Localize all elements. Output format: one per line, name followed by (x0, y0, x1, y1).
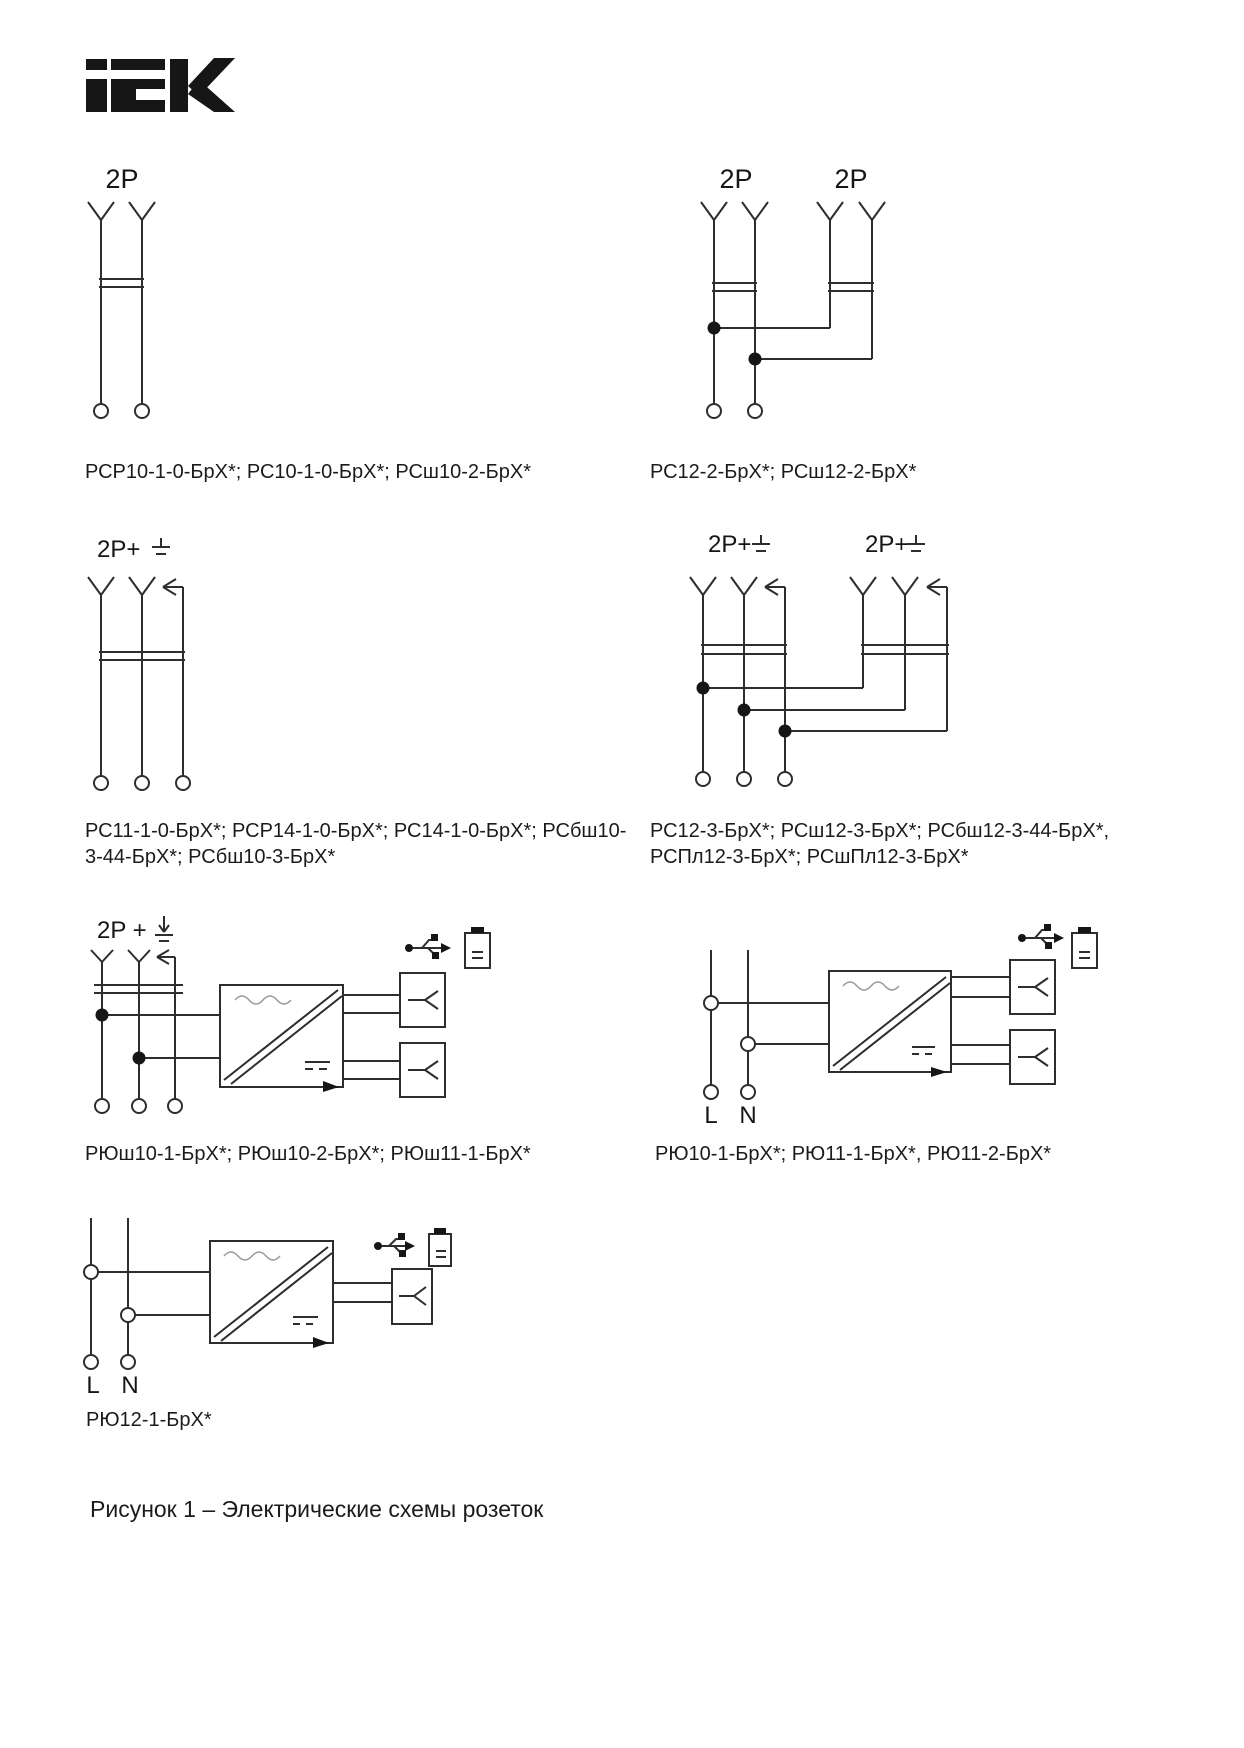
converter-diagonal (833, 977, 950, 1070)
pole-count-label: 2P + (97, 917, 147, 944)
terminal-circle (121, 1355, 135, 1369)
contact-block (712, 283, 757, 291)
earth-contact-arrow (157, 950, 175, 1099)
battery-icon (429, 1228, 451, 1266)
caption-d5: РЮш10-1-БрХ*; РЮш10-2-БрХ*; РЮш11-1-БрХ* (85, 1143, 531, 1165)
diagram-socket-2p-earth-double (620, 475, 1060, 795)
caption-line: 3-44-БрХ*; РСбш10-3-БрХ* (85, 846, 336, 868)
pole-count-label: 2P+ (708, 531, 752, 558)
caption-line: РС12-3-БрХ*; РСш12-3-БрХ*; РСбш12-3-44-БрХ*, (650, 820, 1110, 842)
usb-contact-icon (408, 1061, 438, 1079)
energy-flow-arrow-icon (931, 1067, 947, 1077)
battery-icon (1072, 927, 1097, 968)
battery-icon (465, 927, 490, 968)
junction-dot (133, 1052, 146, 1065)
usb-port-box (1010, 1030, 1055, 1084)
output-wires (333, 1283, 392, 1302)
dc-icon (305, 1062, 330, 1069)
pole-count-label: 2P (105, 164, 139, 194)
usb-icon (374, 1233, 415, 1257)
junction-dot (738, 704, 751, 717)
diagram-socket-2p-earth-single (70, 475, 240, 795)
usb-port-box (400, 973, 445, 1027)
iek-logo (86, 58, 236, 113)
supply-lines (711, 950, 829, 1085)
contact-block (99, 279, 144, 287)
terminal-circle (707, 404, 721, 418)
jumper-wires (714, 328, 872, 359)
contact-block (828, 283, 874, 291)
phase-terminal-label: L (86, 1372, 100, 1399)
terminal-circle (94, 776, 108, 790)
caption-line: РС11-1-0-БрХ*; РСР14-1-0-БрХ*; РС14-1-0-БрХ*; РСбш10- (85, 820, 627, 842)
tap-circle (704, 996, 718, 1010)
input-wires (98, 1272, 210, 1315)
terminal-circle (168, 1099, 182, 1113)
caption-d3 (85, 818, 626, 870)
terminal-circle (748, 404, 762, 418)
logo-letterforms (86, 58, 235, 112)
usb-icon (405, 934, 451, 959)
usb-port-box (1010, 960, 1055, 1014)
diagram-socket-2p-single (70, 140, 250, 430)
pole-count-label: 2P+ (865, 531, 909, 558)
diagram-socket-2p-double (630, 140, 890, 430)
energy-flow-arrow-icon (323, 1081, 339, 1092)
junction-dot (779, 725, 792, 738)
diagram-socket-usb-charger (70, 900, 500, 1120)
socket-contact-group (690, 577, 949, 772)
ac-wave-icon (235, 996, 291, 1004)
usb-icon (1018, 924, 1064, 949)
socket-contact-group (88, 202, 155, 404)
pole-count-label: 2P (834, 164, 868, 194)
output-wires (343, 995, 400, 1079)
tap-circle (84, 1265, 98, 1279)
terminal-circle (741, 1085, 755, 1099)
terminal-circle (84, 1355, 98, 1369)
junction-dot (749, 353, 762, 366)
socket-contact-group (91, 950, 220, 1099)
pole-count-label: 2P+ (97, 536, 141, 563)
converter-box (829, 971, 951, 1077)
tap-circle (741, 1037, 755, 1051)
usb-port-box (400, 1043, 445, 1097)
caption-d2: РС12-2-БрХ*; РСш12-2-БрХ* (650, 461, 917, 483)
socket-contact-group (88, 577, 185, 776)
diagram-ln-usb-charger (625, 910, 1115, 1130)
supply-lines (91, 1218, 210, 1355)
caption-d7: РЮ12-1-БрХ* (86, 1409, 212, 1431)
neutral-terminal-label: N (739, 1102, 757, 1129)
earth-pin-icon (155, 916, 173, 941)
neutral-terminal-label: N (121, 1372, 139, 1399)
terminal-circle (94, 404, 108, 418)
terminal-circle (135, 404, 149, 418)
usb-contact-icon (1018, 978, 1048, 996)
caption-d6: РЮ10-1-БрХ*; РЮ11-1-БрХ*, РЮ11-2-БрХ* (655, 1143, 1052, 1165)
earth-contact-arrow (765, 579, 785, 772)
earth-icon (752, 535, 770, 551)
caption-d4 (650, 818, 1109, 870)
dc-icon (293, 1317, 318, 1324)
usb-contact-icon (399, 1287, 426, 1305)
ac-wave-icon (843, 982, 899, 990)
converter-box (210, 1241, 333, 1348)
caption-line: РСПл12-3-БрХ*; РСшПл12-3-БрХ* (650, 846, 969, 868)
pole-count-label: 2P (719, 164, 753, 194)
terminal-circle (95, 1099, 109, 1113)
earth-contact-arrow (163, 579, 183, 776)
terminal-circle (737, 772, 751, 786)
output-wires (951, 977, 1010, 1064)
earth-icon (907, 535, 925, 551)
input-wires (718, 1003, 829, 1044)
junction-dot (96, 1009, 109, 1022)
earth-icon (152, 538, 170, 554)
terminal-circle (176, 776, 190, 790)
terminal-circle (135, 776, 149, 790)
diagram-ln-single-usb (60, 1210, 460, 1410)
tap-circle (121, 1308, 135, 1322)
energy-flow-arrow-icon (313, 1337, 329, 1348)
dc-icon (912, 1047, 935, 1054)
phase-terminal-label: L (704, 1102, 718, 1129)
junction-dot (708, 322, 721, 335)
socket-contact-group (701, 202, 885, 404)
converter-diagonal (214, 1247, 332, 1341)
input-wires (102, 1015, 220, 1058)
junction-dot (697, 682, 710, 695)
terminal-circle (132, 1099, 146, 1113)
ac-wave-icon (224, 1252, 280, 1260)
terminal-circle (704, 1085, 718, 1099)
terminal-circle (696, 772, 710, 786)
converter-box (220, 985, 343, 1092)
terminal-circle (778, 772, 792, 786)
figure-caption: Рисунок 1 – Электрические схемы розеток (90, 1496, 544, 1522)
usb-contact-icon (1018, 1048, 1048, 1066)
caption-d1: РСР10-1-0-БрХ*; РС10-1-0-БрХ*; РСш10-2-БрХ* (85, 461, 532, 483)
usb-contact-icon (408, 991, 438, 1009)
usb-port-box (392, 1269, 432, 1324)
